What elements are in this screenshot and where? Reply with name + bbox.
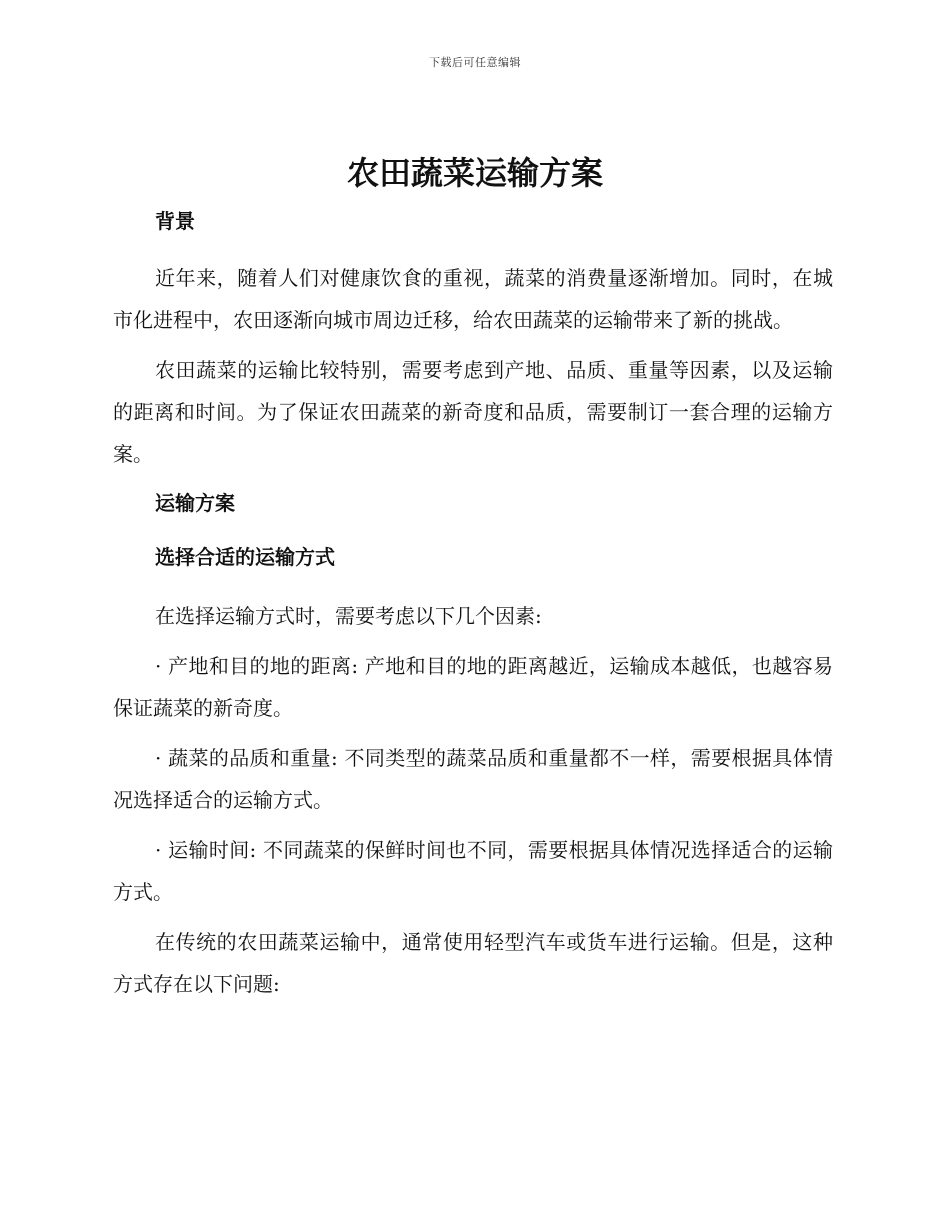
list-item-factor-distance: · 产地和目的地的距离: 产地和目的地的距离越近，运输成本越低，也越容易保证蔬菜的新奇度。 bbox=[113, 654, 833, 720]
section-heading-plan: 运输方案 bbox=[155, 491, 235, 515]
paragraph-traditional: 在传统的农田蔬菜运输中，通常使用轻型汽车或货车进行运输。但是，这种方式存在以下问题: bbox=[113, 930, 833, 996]
list-item-factor-quality: · 蔬菜的品质和重量: 不同类型的蔬菜品质和重量都不一样，需要根据具体情况选择适合的运输方式。 bbox=[113, 746, 833, 812]
section-heading-method: 选择合适的运输方式 bbox=[155, 545, 335, 569]
list-item-factor-time: · 运输时间: 不同蔬菜的保鲜时间也不同，需要根据具体情况选择适合的运输方式。 bbox=[113, 838, 833, 904]
document-title: 农田蔬菜运输方案 bbox=[346, 154, 603, 192]
section-heading-background: 背景 bbox=[155, 209, 195, 233]
paragraph-method-intro: 在选择运输方式时，需要考虑以下几个因素: bbox=[155, 604, 542, 628]
paragraph-background-2: 农田蔬菜的运输比较特别，需要考虑到产地、品质、重量等因素，以及运输的距离和时间。为了保证农田蔬菜的新奇度和品质，需要制订一套合理的运输方案。 bbox=[113, 358, 833, 466]
paragraph-background-1: 近年来，随着人们对健康饮食的重视，蔬菜的消费量逐渐增加。同时，在城市化进程中，农田逐渐向城市周边迁移，给农田蔬菜的运输带来了新的挑战。 bbox=[113, 266, 833, 332]
header-note: 下载后可任意编辑 bbox=[429, 56, 521, 69]
document-body bbox=[113, 205, 833, 1013]
